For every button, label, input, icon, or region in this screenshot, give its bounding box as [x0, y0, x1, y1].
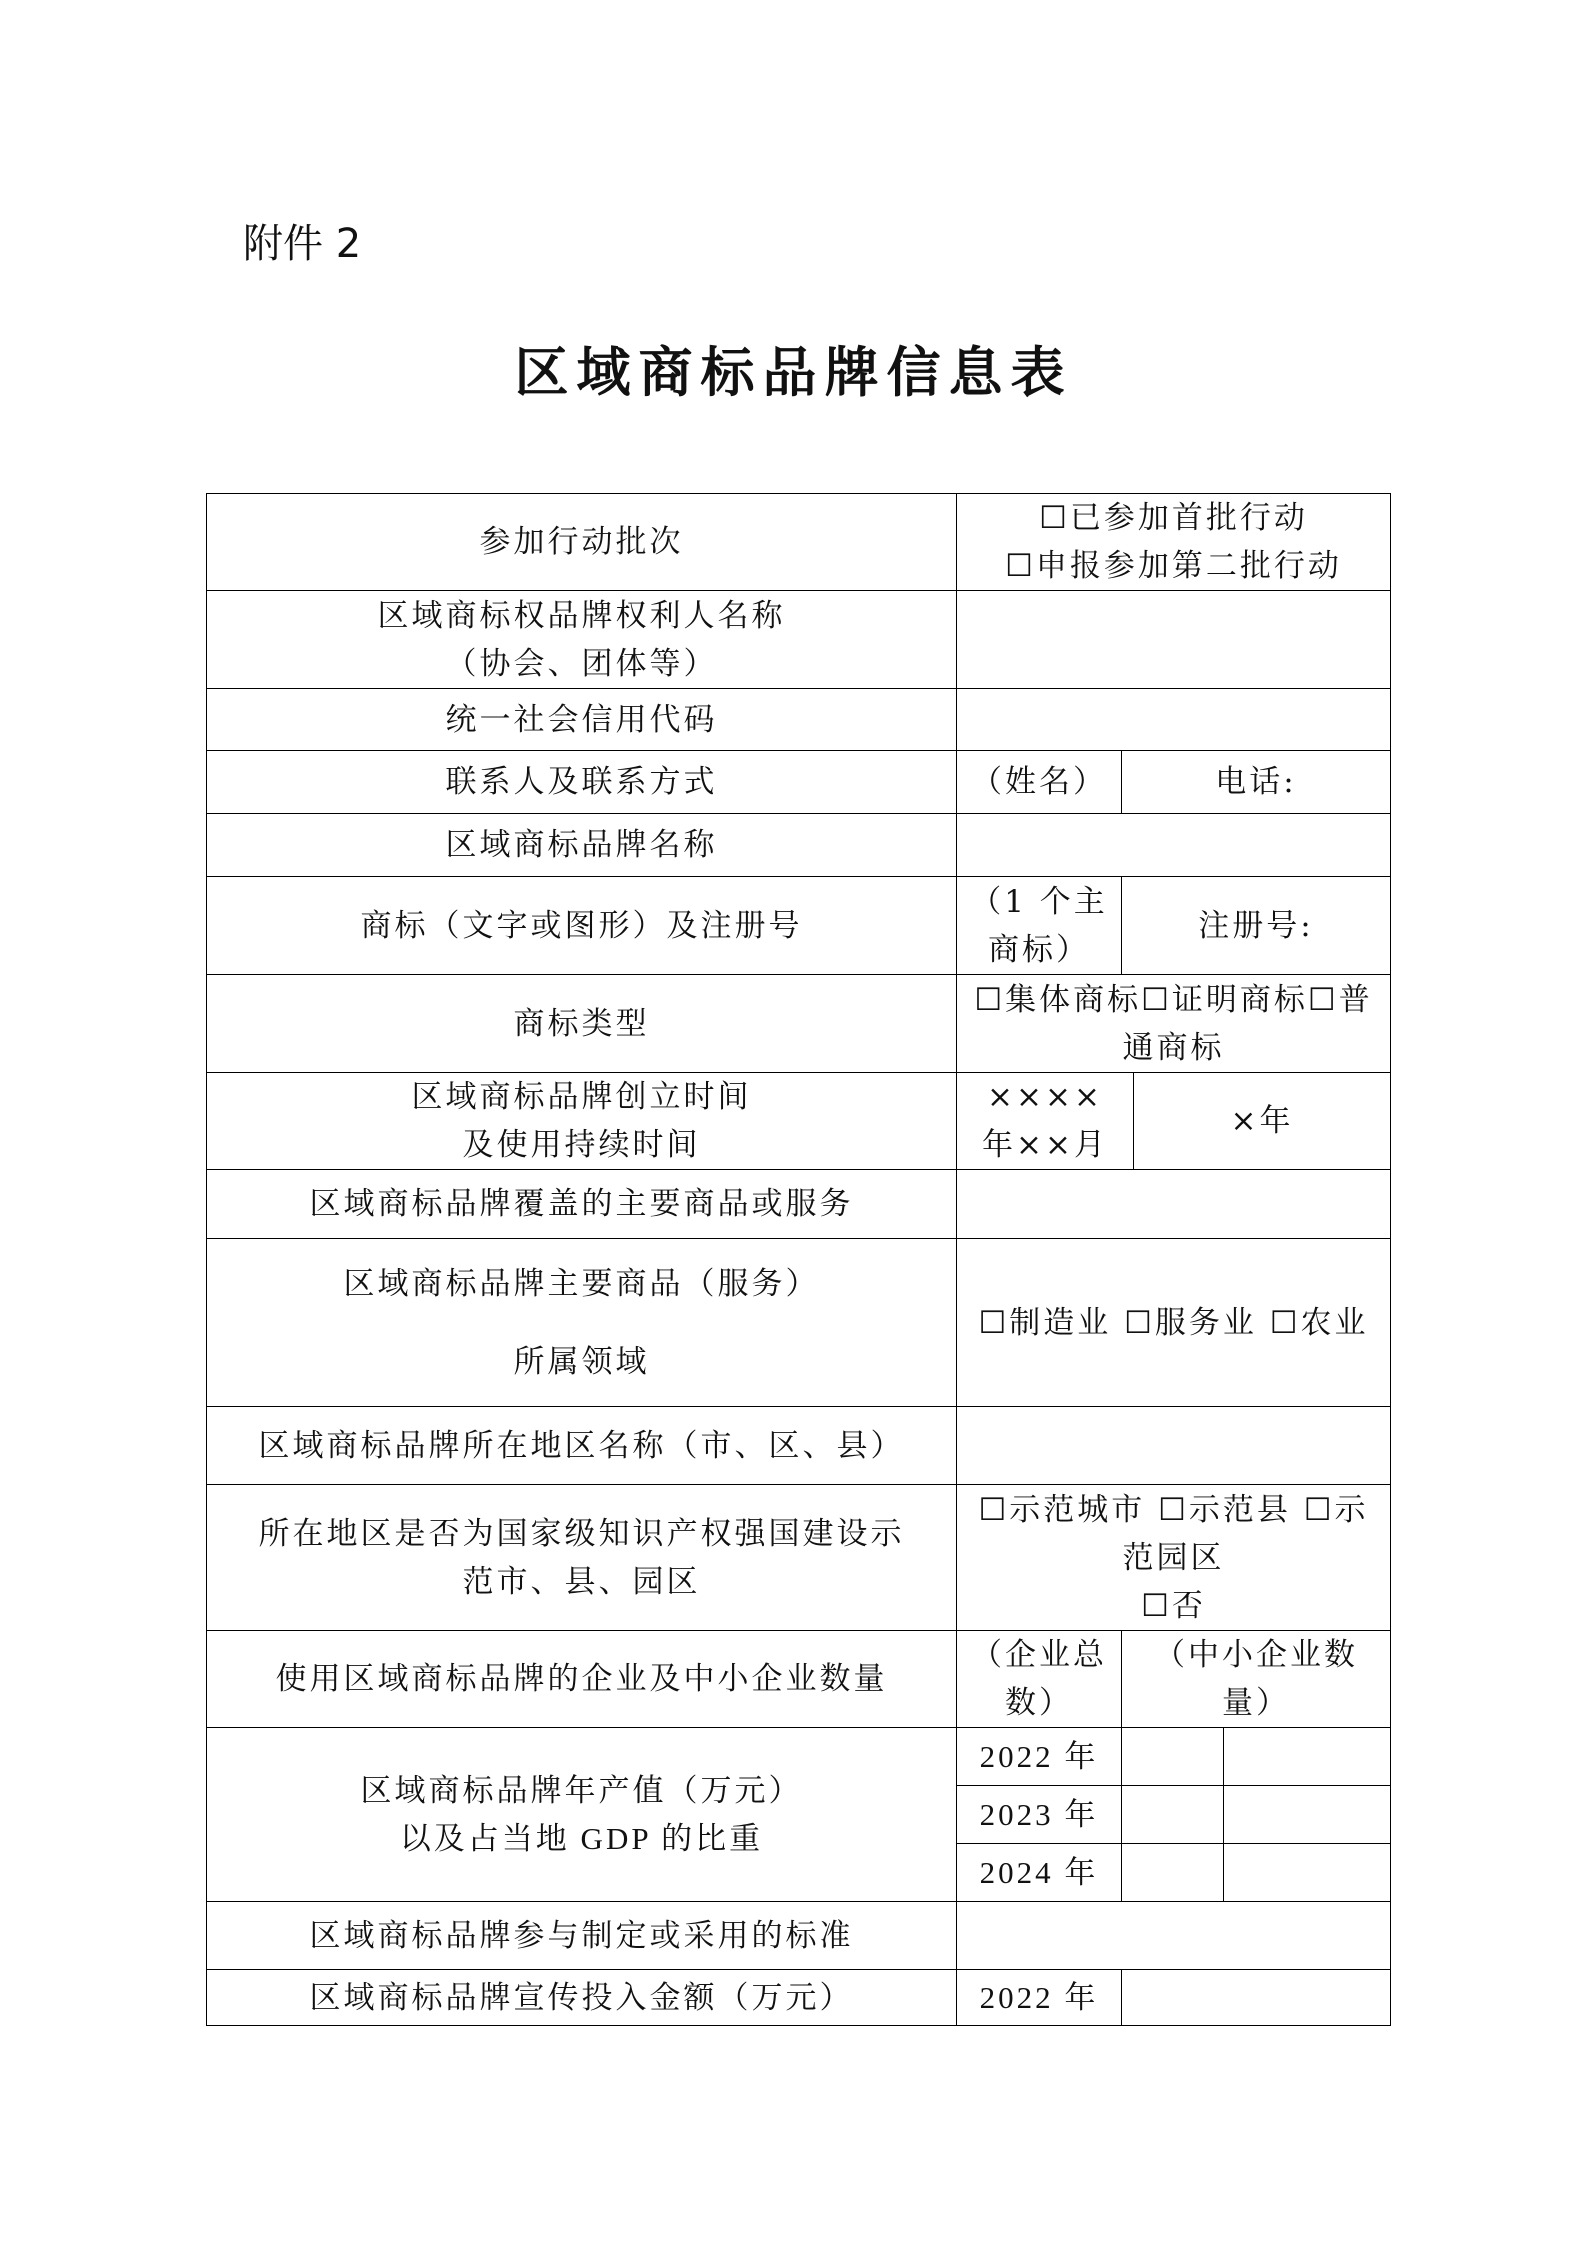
- table-row: [207, 1407, 1391, 1485]
- contact-label: 联系人及联系方式: [207, 751, 957, 814]
- output-label-line2: 以及占当地 GDP 的比重: [399, 1820, 764, 1856]
- trademark-reg-cell[interactable]: 注册号:: [1122, 877, 1391, 975]
- trademark-label: 商标（文字或图形）及注册号: [207, 877, 957, 975]
- created-date-cell[interactable]: [957, 1073, 1134, 1170]
- contact-name-cell[interactable]: （姓名）: [957, 751, 1122, 814]
- credit-code-label: 统一社会信用代码: [207, 689, 957, 751]
- output-year-2024: 2024 年: [957, 1844, 1122, 1902]
- output-ratio-2024[interactable]: [1224, 1844, 1391, 1902]
- promo-year-2022: 2022 年: [957, 1970, 1122, 2026]
- field-label-line1: 区域商标品牌主要商品（服务）: [343, 1265, 820, 1302]
- output-value-2022[interactable]: [1122, 1728, 1224, 1786]
- attachment-label: 附件 2: [243, 221, 362, 267]
- created-label-line2: 及使用持续时间: [462, 1127, 701, 1163]
- coverage-label: 区域商标品牌覆盖的主要商品或服务: [207, 1170, 957, 1239]
- output-year-2023: 2023 年: [957, 1786, 1122, 1844]
- table-row: [207, 494, 1391, 591]
- table-row: [207, 814, 1391, 877]
- firms-sme-cell[interactable]: （中小企业数量）: [1122, 1631, 1391, 1728]
- table-row: [207, 1485, 1391, 1631]
- trademark-type-options[interactable]: [957, 975, 1391, 1073]
- output-label: [207, 1728, 957, 1902]
- table-row: [207, 1073, 1391, 1170]
- firms-total-cell[interactable]: [957, 1631, 1122, 1728]
- firms-total-line2: 数）: [1005, 1685, 1073, 1721]
- demo-option-line1: ☐示范城市 ☐示范县 ☐示: [978, 1491, 1369, 1528]
- demo-option-line2: 范园区: [1122, 1539, 1225, 1576]
- field-label: [207, 1239, 957, 1407]
- region-label: 区域商标品牌所在地区名称（市、区、县）: [207, 1407, 957, 1485]
- holder-label-line1: 区域商标权品牌权利人名称: [377, 597, 786, 634]
- firms-total-line1: （企业总: [971, 1637, 1107, 1673]
- firms-label: 使用区域商标品牌的企业及中小企业数量: [207, 1631, 957, 1728]
- output-ratio-2023[interactable]: [1224, 1786, 1391, 1844]
- coverage-value[interactable]: [957, 1170, 1391, 1239]
- output-label-line1: 区域商标品牌年产值（万元）: [360, 1772, 803, 1809]
- info-form-table: [206, 493, 1391, 2026]
- demo-options[interactable]: [957, 1485, 1391, 1631]
- output-value-2024[interactable]: [1122, 1844, 1224, 1902]
- table-row: [207, 1631, 1391, 1728]
- created-years-cell[interactable]: ×年: [1134, 1073, 1391, 1170]
- brand-name-label: 区域商标品牌名称: [207, 814, 957, 877]
- trademark-type-line2: 通商标: [1122, 1029, 1225, 1066]
- demo-label: [207, 1485, 957, 1631]
- table-row: [207, 975, 1391, 1073]
- batch-label: 参加行动批次: [207, 494, 957, 591]
- standard-label: 区域商标品牌参与制定或采用的标准: [207, 1902, 957, 1970]
- credit-code-value[interactable]: [957, 689, 1391, 751]
- promo-label: 区域商标品牌宣传投入金额（万元）: [207, 1970, 957, 2026]
- table-row: [207, 1902, 1391, 1970]
- demo-label-line2: 范市、县、园区: [462, 1563, 701, 1600]
- brand-name-value[interactable]: [957, 814, 1391, 877]
- trademark-main-cell[interactable]: [957, 877, 1122, 975]
- field-options[interactable]: ☐制造业 ☐服务业 ☐农业: [957, 1239, 1391, 1407]
- trademark-type-label: 商标类型: [207, 975, 957, 1073]
- batch-option-second[interactable]: ☐申报参加第二批行动: [1005, 548, 1342, 584]
- page-title: 区域商标品牌信息表: [514, 340, 1073, 404]
- table-row: [207, 1170, 1391, 1239]
- contact-phone-cell[interactable]: 电话:: [1122, 751, 1391, 814]
- output-ratio-2022[interactable]: [1224, 1728, 1391, 1786]
- holder-label: [207, 591, 957, 689]
- trademark-type-line1: ☐集体商标☐证明商标☐普: [974, 981, 1373, 1018]
- table-row: [207, 751, 1391, 814]
- table-row: [207, 689, 1391, 751]
- created-label-line1: 区域商标品牌创立时间: [411, 1079, 752, 1115]
- table-row: [207, 1239, 1391, 1407]
- table-row: [207, 1728, 1391, 1786]
- batch-options: [957, 494, 1391, 591]
- output-value-2023[interactable]: [1122, 1786, 1224, 1844]
- trademark-main-line1: （1 个主: [970, 883, 1108, 920]
- table-row: [207, 877, 1391, 975]
- output-year-2022: 2022 年: [957, 1728, 1122, 1786]
- demo-label-line1: 所在地区是否为国家级知识产权强国建设示: [258, 1515, 905, 1552]
- region-value[interactable]: [957, 1407, 1391, 1485]
- created-label: [207, 1073, 957, 1170]
- demo-option-line3: ☐否: [1141, 1587, 1206, 1624]
- promo-value-2022[interactable]: [1122, 1970, 1391, 2026]
- holder-value[interactable]: [957, 591, 1391, 689]
- created-date-line2: 年××月: [982, 1127, 1108, 1163]
- trademark-main-line2: 商标）: [988, 931, 1090, 968]
- field-label-line2: 所属领域: [513, 1343, 650, 1380]
- table-row: [207, 591, 1391, 689]
- standard-value[interactable]: [957, 1902, 1391, 1970]
- holder-label-line2: （协会、团体等）: [445, 645, 718, 682]
- batch-option-first[interactable]: ☐已参加首批行动: [1039, 500, 1308, 536]
- table-row: [207, 1970, 1391, 2026]
- created-date-line1: ××××: [987, 1079, 1103, 1115]
